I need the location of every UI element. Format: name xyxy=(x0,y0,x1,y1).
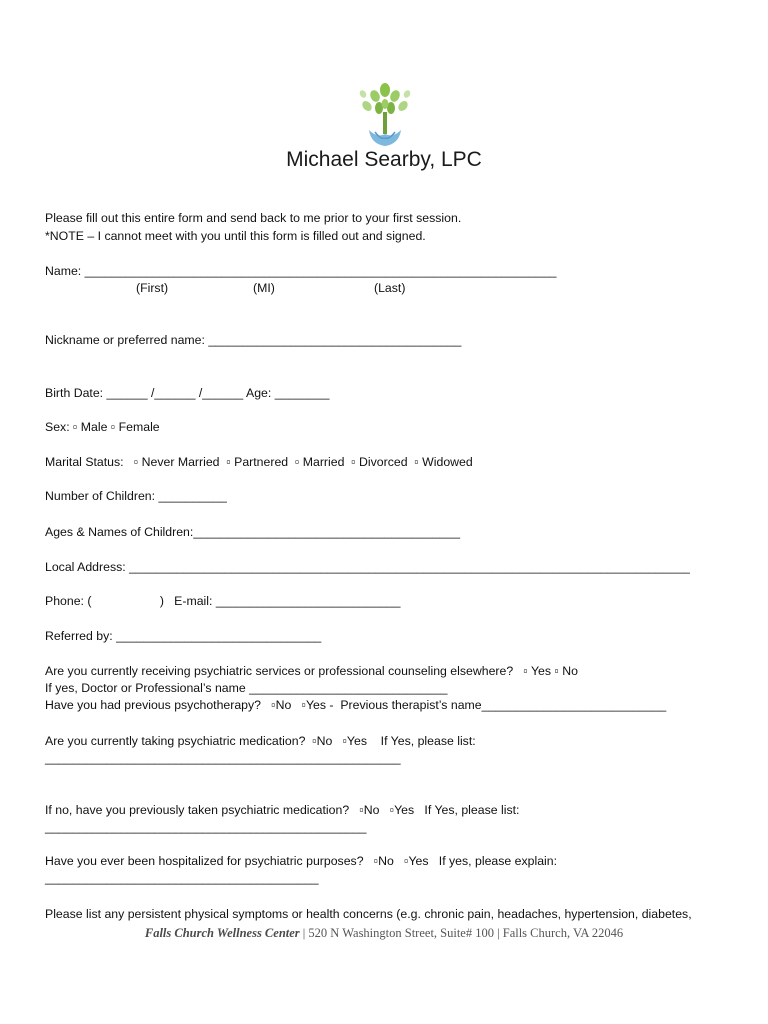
children-names-field[interactable]: Ages & Names of Children:_______________________________________ xyxy=(45,525,461,539)
question-physical-symptoms: Please list any persistent physical symptoms or health concerns (e.g. chronic pain, headaches, hypertension, diabetes, xyxy=(45,907,692,921)
hospitalized-line[interactable]: ________________________________________ xyxy=(45,871,319,885)
sex-field[interactable]: Sex: ▫ Male ▫ Female xyxy=(45,420,160,434)
intro-line-1: Please fill out this entire form and send back to me prior to your first session. xyxy=(45,211,462,225)
current-medication-line[interactable]: ____________________________________________________ xyxy=(45,751,401,765)
address-field[interactable]: Local Address: __________________________________________________________________________________ xyxy=(45,560,690,574)
name-field[interactable]: Name: _____________________________________________________________________ xyxy=(45,264,557,278)
children-count-field[interactable]: Number of Children: __________ xyxy=(45,489,227,503)
previous-medication-line[interactable]: _______________________________________________ xyxy=(45,820,367,834)
phone-email-field[interactable]: Phone: ( ) E-mail: ___________________________ xyxy=(45,594,401,608)
name-mi-label: (MI) xyxy=(253,281,275,295)
footer-center-name: Falls Church Wellness Center xyxy=(144,926,300,940)
tree-logo-icon xyxy=(355,80,415,150)
footer-address: | 520 N Washington Street, Suite# 100 | Falls Church, VA 22046 xyxy=(299,926,624,940)
question-previous-medication[interactable]: If no, have you previously taken psychiatric medication? ▫No ▫Yes If Yes, please list: xyxy=(45,803,520,817)
referred-by-field[interactable]: Referred by: ______________________________ xyxy=(45,629,322,643)
name-first-label: (First) xyxy=(136,281,169,295)
nickname-field[interactable]: Nickname or preferred name: _____________________________________ xyxy=(45,333,462,347)
birth-date-field[interactable]: Birth Date: ______ /______ /______ Age: ________ xyxy=(45,386,330,400)
question-current-services[interactable]: Are you currently receiving psychiatric services or professional counseling elsewhere? ▫ Yes ▫ No xyxy=(45,664,578,678)
marital-status-field[interactable]: Marital Status: ▫ Never Married ▫ Partnered ▫ Married ▫ Divorced ▫ Widowed xyxy=(45,455,473,469)
question-previous-therapy[interactable]: Have you had previous psychotherapy? ▫No ▫Yes - Previous therapist’s name___________________________ xyxy=(45,698,667,712)
page-footer xyxy=(0,926,768,941)
question-current-medication[interactable]: Are you currently taking psychiatric medication? ▫No ▫Yes If Yes, please list: xyxy=(45,734,476,748)
page-title: Michael Searby, LPC xyxy=(286,148,482,171)
question-hospitalized[interactable]: Have you ever been hospitalized for psychiatric purposes? ▫No ▫Yes If yes, please explain: xyxy=(45,854,558,868)
name-last-label: (Last) xyxy=(374,281,406,295)
question-professional-name[interactable]: If yes, Doctor or Professional’s name _____________________________ xyxy=(45,681,448,695)
intro-line-2: *NOTE – I cannot meet with you until this form is filled out and signed. xyxy=(45,229,426,243)
